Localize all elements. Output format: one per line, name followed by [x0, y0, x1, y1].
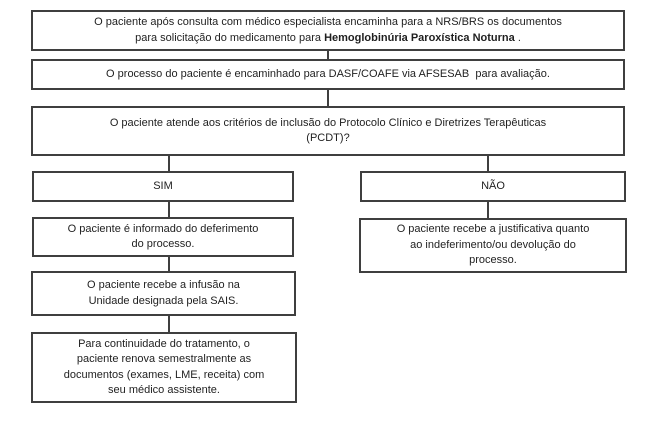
- connector-sim-deferimento: [168, 202, 170, 217]
- flow-step-consulta-line-2: [33, 31, 623, 47]
- flow-branch-sim-label: SIM: [153, 179, 173, 192]
- flow-decision-pcdt-line-2: (PCDT)?: [306, 132, 350, 144]
- flow-step-consulta-line-2-pre: para solicitação do medicamento para: [135, 31, 325, 44]
- flow-step-deferimento-line-1: O paciente é informado do deferimento: [67, 222, 259, 235]
- flow-step-deferimento: [32, 217, 294, 257]
- connector-deferimento-infusao: [168, 257, 170, 271]
- flow-step-justificativa-line-1: O paciente recebe a justificativa quanto: [396, 223, 590, 236]
- flow-branch-nao-label: NÃO: [481, 179, 505, 192]
- flow-decision-pcdt: [31, 106, 625, 156]
- flow-decision-pcdt-line-1: O paciente atende aos critérios de inclusão do Protocolo Clínico e Diretrizes Terapêuticas: [109, 116, 547, 129]
- flow-step-consulta-disease-name: Hemoglobinúria Paroxística Noturna: [324, 31, 515, 44]
- flow-step-justificativa-line-3: processo.: [469, 254, 517, 267]
- flow-branch-sim: [32, 171, 294, 202]
- connector-nao-justificativa: [487, 202, 489, 218]
- connector-infusao-continuidade: [168, 316, 170, 332]
- connector-step1-step2: [327, 51, 329, 59]
- flow-step-justificativa-line-2: ao indeferimento/ou devolução do: [410, 238, 576, 251]
- flow-step-continuidade-line-3: documentos (exames, LME, receita) com: [63, 368, 265, 381]
- flow-step-encaminhamento-line-1: O processo do paciente é encaminhado para DASF/COAFE via AFSESAB para avaliação.: [106, 67, 550, 80]
- flow-step-continuidade-line-1: Para continuidade do tratamento, o: [78, 337, 250, 350]
- connector-step2-step3: [327, 90, 329, 106]
- flow-branch-nao: [360, 171, 626, 202]
- flow-step-continuidade-line-2: paciente renova semestralmente as: [76, 353, 252, 365]
- flow-step-deferimento-line-2: do processo.: [131, 238, 195, 250]
- flow-step-infusao-line-2: Unidade designada pela SAIS.: [88, 294, 239, 307]
- flow-step-consulta-line-1: O paciente após consulta com médico especialista encaminha para a NRS/BRS os documentos: [94, 16, 562, 28]
- flow-step-infusao: [31, 271, 296, 316]
- flow-step-continuidade: [31, 332, 297, 403]
- flow-step-infusao-line-1: O paciente recebe a infusão na: [87, 279, 240, 291]
- flow-step-continuidade-line-4: seu médico assistente.: [108, 384, 220, 396]
- flow-step-consulta-line-2-post: .: [514, 31, 521, 44]
- flow-step-consulta: [31, 10, 625, 51]
- flow-step-encaminhamento: [31, 59, 625, 90]
- flow-step-justificativa: [359, 218, 627, 273]
- connector-step3-sim: [168, 156, 170, 171]
- connector-step3-nao: [487, 156, 489, 171]
